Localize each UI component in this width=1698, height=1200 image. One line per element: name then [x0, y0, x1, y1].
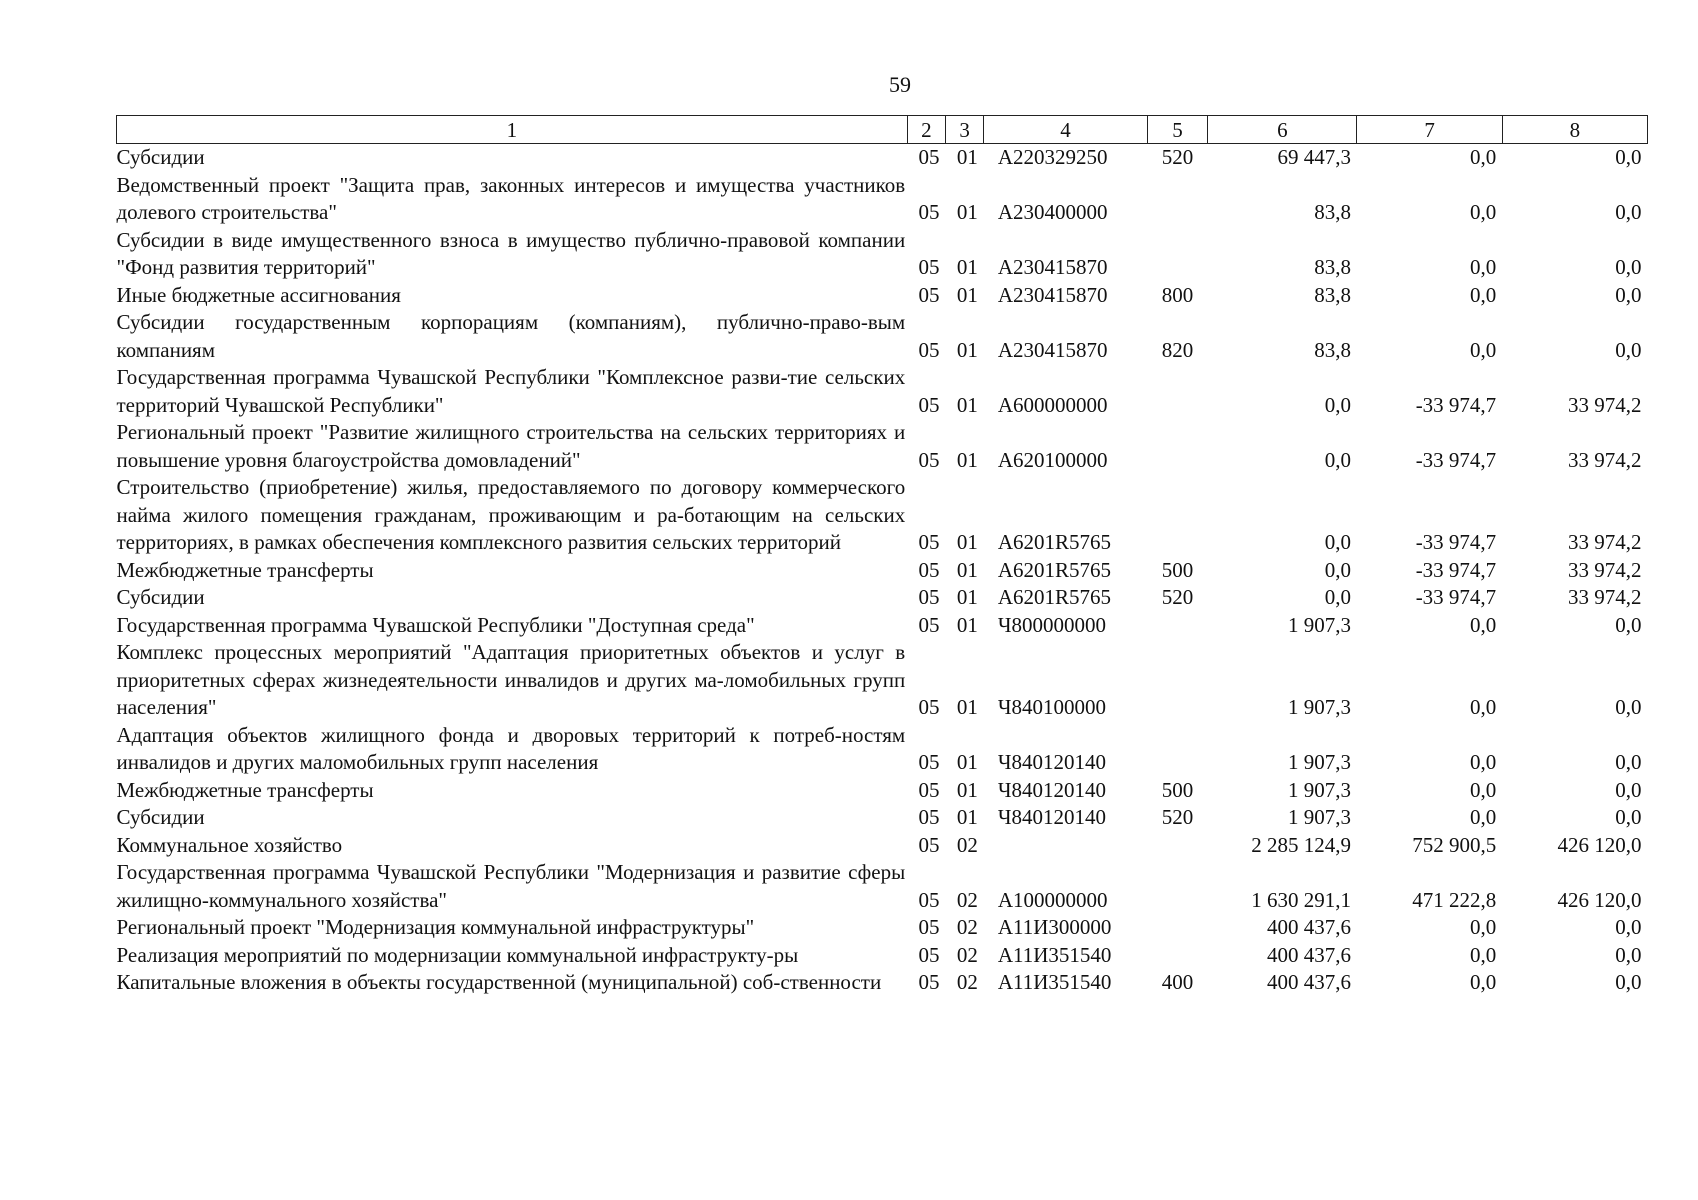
- amount-col-8: 0,0: [1615, 695, 1642, 719]
- item-name: Межбюджетные трансферты: [116, 777, 374, 802]
- subsection-code: 01: [956, 255, 978, 279]
- target-article-code: А11И351540: [997, 970, 1112, 994]
- subsection-code: 01: [956, 805, 978, 829]
- section-code: 05: [918, 530, 940, 554]
- target-article-code: А600000000: [997, 392, 1108, 417]
- item-name: Комплекс процессных мероприятий "Адаптация приоритетных объектов и услуг в приоритетных сферах жизнедеятельности инвалидов и других ма-ломобильных групп населения": [116, 640, 906, 719]
- expense-type-code: [1147, 172, 1208, 227]
- subsection-code: 02: [956, 970, 978, 994]
- amount-col-6: 83,8: [1314, 200, 1351, 224]
- amount-col-6: 1 630 291,1: [1251, 887, 1351, 912]
- subsection-code: 02: [956, 915, 978, 939]
- item-name: Ведомственный проект "Защита прав, законных интересов и имущества участников долевого строительства": [116, 172, 906, 224]
- table-row: [117, 474, 1648, 557]
- item-name: Субсидии: [116, 145, 205, 169]
- expense-type-code: 520: [1161, 145, 1194, 169]
- amount-col-6: 1 907,3: [1287, 612, 1351, 637]
- expense-type-code: 820: [1161, 337, 1194, 362]
- amount-col-7: 0,0: [1469, 915, 1497, 939]
- amount-col-6: 1 907,3: [1287, 805, 1351, 829]
- table-body: [117, 144, 1648, 997]
- amount-col-7: 0,0: [1469, 970, 1497, 994]
- item-name: Реализация мероприятий по модернизации коммунальной инфраструкту-ры: [116, 942, 799, 967]
- amount-col-6: 0,0: [1324, 585, 1351, 609]
- item-name: Капитальные вложения в объекты государственной (муниципальной) соб-ственности: [116, 970, 882, 994]
- amount-col-8: 0,0: [1615, 777, 1642, 802]
- table-row: [117, 584, 1648, 612]
- subsection-code: 01: [956, 145, 978, 169]
- amount-col-7: -33 974,7: [1415, 392, 1497, 417]
- amount-col-8: 33 974,2: [1568, 447, 1642, 472]
- item-name: Адаптация объектов жилищного фонда и дворовых территорий к потреб-ностям инвалидов и других маломобильных групп населения: [116, 722, 906, 774]
- amount-col-8: 0,0: [1615, 942, 1642, 967]
- amount-col-7: 0,0: [1469, 942, 1497, 967]
- column-header: 6: [1208, 116, 1357, 144]
- item-name: Региональный проект "Модернизация коммунальной инфраструктуры": [116, 915, 755, 939]
- amount-col-6: 1 907,3: [1287, 750, 1351, 774]
- section-code: 05: [918, 970, 940, 994]
- amount-col-6: 1 907,3: [1287, 777, 1351, 802]
- amount-col-8: 33 974,2: [1568, 585, 1642, 609]
- amount-col-6: 0,0: [1324, 557, 1351, 582]
- subsection-code: 01: [956, 777, 978, 802]
- section-code: 05: [918, 447, 940, 472]
- item-name: Иные бюджетные ассигнования: [116, 282, 401, 307]
- table-row: [117, 777, 1648, 805]
- expense-type-code: [1147, 639, 1208, 722]
- section-code: 05: [918, 750, 940, 774]
- amount-col-7: 0,0: [1469, 612, 1497, 637]
- amount-col-7: 471 222,8: [1412, 887, 1497, 912]
- amount-col-7: 0,0: [1469, 255, 1497, 279]
- table-row: [117, 859, 1648, 914]
- header-row: [117, 116, 1648, 144]
- target-article-code: А11И300000: [997, 915, 1112, 939]
- target-article-code: А230415870: [997, 255, 1108, 279]
- section-code: 05: [918, 915, 940, 939]
- expense-type-code: [1147, 612, 1208, 640]
- subsection-code: 01: [956, 530, 978, 554]
- section-code: 05: [918, 200, 940, 224]
- amount-col-7: 0,0: [1469, 695, 1497, 719]
- amount-col-7: 0,0: [1469, 282, 1497, 307]
- amount-col-8: 33 974,2: [1568, 392, 1642, 417]
- amount-col-8: 0,0: [1615, 145, 1642, 169]
- target-article-code: А100000000: [997, 887, 1108, 912]
- item-name: Субсидии: [116, 805, 205, 829]
- expense-type-code: [1147, 227, 1208, 282]
- item-name: Региональный проект "Развитие жилищного строительства на сельских территориях и повышение уровня благоустройства домовладений": [116, 420, 906, 472]
- table-row: [117, 612, 1648, 640]
- expense-type-code: 520: [1161, 585, 1194, 609]
- amount-col-6: 1 907,3: [1287, 695, 1351, 719]
- target-article-code: А11И351540: [997, 942, 1112, 967]
- expense-type-code: [1147, 832, 1208, 860]
- subsection-code: 01: [956, 282, 978, 307]
- amount-col-6: 83,8: [1314, 282, 1351, 307]
- target-article-code: [984, 832, 1147, 860]
- target-article-code: А220329250: [997, 145, 1108, 169]
- section-code: 05: [918, 887, 940, 912]
- expense-type-code: 500: [1161, 557, 1194, 582]
- item-name: Государственная программа Чувашской Республики "Комплексное разви-тие сельских территорий Чувашской Республики": [116, 365, 906, 417]
- amount-col-8: 426 120,0: [1557, 832, 1642, 857]
- item-name: Коммунальное хозяйство: [116, 832, 343, 857]
- table-row: [117, 364, 1648, 419]
- item-name: Межбюджетные трансферты: [116, 557, 374, 582]
- amount-col-8: 426 120,0: [1557, 887, 1642, 912]
- amount-col-7: 0,0: [1469, 200, 1497, 224]
- amount-col-8: 0,0: [1615, 970, 1642, 994]
- table-row: [117, 309, 1648, 364]
- amount-col-6: 2 285 124,9: [1251, 832, 1351, 857]
- subsection-code: 02: [956, 887, 978, 912]
- subsection-code: 01: [956, 695, 978, 719]
- target-article-code: А620100000: [997, 447, 1108, 472]
- amount-col-8: 0,0: [1615, 282, 1642, 307]
- amount-col-7: 0,0: [1469, 337, 1497, 362]
- amount-col-8: 33 974,2: [1568, 557, 1642, 582]
- column-header: 7: [1357, 116, 1502, 144]
- subsection-code: 01: [956, 337, 978, 362]
- amount-col-8: 0,0: [1615, 612, 1642, 637]
- expense-type-code: [1147, 859, 1208, 914]
- expense-type-code: [1147, 364, 1208, 419]
- table-row: [117, 172, 1648, 227]
- target-article-code: А230415870: [997, 337, 1108, 362]
- amount-col-6: 400 437,6: [1266, 915, 1351, 939]
- section-code: 05: [918, 805, 940, 829]
- amount-col-6: 0,0: [1324, 392, 1351, 417]
- expense-type-code: 500: [1161, 777, 1194, 802]
- expense-type-code: [1147, 942, 1208, 970]
- target-article-code: Ч840120140: [997, 777, 1106, 802]
- subsection-code: 01: [956, 557, 978, 582]
- target-article-code: А230400000: [997, 200, 1108, 224]
- table-row: [117, 144, 1648, 172]
- table-row: [117, 914, 1648, 942]
- section-code: 05: [918, 585, 940, 609]
- amount-col-8: 0,0: [1615, 915, 1642, 939]
- expense-type-code: [1147, 722, 1208, 777]
- amount-col-8: 0,0: [1615, 337, 1642, 362]
- subsection-code: 02: [956, 832, 978, 857]
- section-code: 05: [918, 942, 940, 967]
- target-article-code: Ч840120140: [997, 750, 1106, 774]
- amount-col-7: 0,0: [1469, 805, 1497, 829]
- table-row: [117, 639, 1648, 722]
- section-code: 05: [918, 282, 940, 307]
- budget-table: [116, 115, 1648, 997]
- expense-type-code: 520: [1161, 805, 1194, 829]
- item-name: Субсидии в виде имущественного взноса в имущество публично-правовой компании "Фонд развития территорий": [116, 227, 906, 279]
- expense-type-code: [1147, 914, 1208, 942]
- amount-col-6: 0,0: [1324, 530, 1351, 554]
- amount-col-7: -33 974,7: [1415, 530, 1497, 554]
- table-row: [117, 969, 1648, 997]
- table-row: [117, 832, 1648, 860]
- amount-col-8: 0,0: [1615, 255, 1642, 279]
- amount-col-8: 0,0: [1615, 200, 1642, 224]
- table-row: [117, 557, 1648, 585]
- table-row: [117, 227, 1648, 282]
- amount-col-8: 0,0: [1615, 805, 1642, 829]
- amount-col-7: 0,0: [1469, 750, 1497, 774]
- amount-col-8: 0,0: [1615, 750, 1642, 774]
- page-number: 59: [889, 72, 911, 97]
- target-article-code: Ч840120140: [997, 805, 1106, 829]
- column-header: 2: [907, 116, 945, 144]
- amount-col-7: -33 974,7: [1415, 585, 1497, 609]
- amount-col-7: 0,0: [1469, 777, 1497, 802]
- amount-col-7: 0,0: [1469, 145, 1497, 169]
- section-code: 05: [918, 612, 940, 637]
- column-header: 1: [117, 116, 908, 144]
- item-name: Государственная программа Чувашской Республики "Доступная среда": [116, 612, 755, 637]
- section-code: 05: [918, 255, 940, 279]
- item-name: Субсидии государственным корпорациям (компаниям), публично-право-вым компаниям: [116, 310, 906, 362]
- amount-col-6: 400 437,6: [1266, 942, 1351, 967]
- column-header: 3: [946, 116, 984, 144]
- item-name: Строительство (приобретение) жилья, предоставляемого по договору коммерческого найма жилого помещения гражданам, проживающим и ра-ботающим на сельских территориях, в рамках обеспечения комплексного развития сельских территорий: [116, 475, 906, 554]
- amount-col-7: -33 974,7: [1415, 557, 1497, 582]
- section-code: 05: [918, 695, 940, 719]
- section-code: 05: [918, 337, 940, 362]
- table-row: [117, 804, 1648, 832]
- target-article-code: А230415870: [997, 282, 1108, 307]
- expense-type-code: 400: [1161, 970, 1194, 994]
- column-header: 4: [984, 116, 1147, 144]
- expense-type-code: 800: [1161, 282, 1194, 307]
- subsection-code: 01: [956, 392, 978, 417]
- section-code: 05: [918, 777, 940, 802]
- amount-col-6: 83,8: [1314, 337, 1351, 362]
- amount-col-7: -33 974,7: [1415, 447, 1497, 472]
- target-article-code: А6201R5765: [997, 557, 1112, 582]
- target-article-code: Ч800000000: [997, 612, 1106, 637]
- subsection-code: 01: [956, 612, 978, 637]
- subsection-code: 01: [956, 447, 978, 472]
- amount-col-6: 0,0: [1324, 447, 1351, 472]
- section-code: 05: [918, 392, 940, 417]
- section-code: 05: [918, 145, 940, 169]
- expense-type-code: [1147, 474, 1208, 557]
- section-code: 05: [918, 832, 940, 857]
- target-article-code: А6201R5765: [997, 530, 1112, 554]
- amount-col-7: 752 900,5: [1412, 832, 1497, 857]
- table-row: [117, 282, 1648, 310]
- table-row: [117, 942, 1648, 970]
- table-row: [117, 722, 1648, 777]
- target-article-code: Ч840100000: [997, 695, 1106, 719]
- item-name: Государственная программа Чувашской Республики "Модернизация и развитие сферы жилищно-коммунального хозяйства": [116, 860, 906, 912]
- subsection-code: 02: [956, 942, 978, 967]
- column-header: 5: [1147, 116, 1208, 144]
- subsection-code: 01: [956, 585, 978, 609]
- amount-col-6: 83,8: [1314, 255, 1351, 279]
- expense-type-code: [1147, 419, 1208, 474]
- amount-col-6: 400 437,6: [1266, 970, 1351, 994]
- target-article-code: А6201R5765: [997, 585, 1112, 609]
- subsection-code: 01: [956, 200, 978, 224]
- table-row: [117, 419, 1648, 474]
- column-header: 8: [1502, 116, 1647, 144]
- subsection-code: 01: [956, 750, 978, 774]
- amount-col-8: 33 974,2: [1568, 530, 1642, 554]
- item-name: Субсидии: [116, 585, 205, 609]
- amount-col-6: 69 447,3: [1277, 145, 1351, 169]
- section-code: 05: [918, 557, 940, 582]
